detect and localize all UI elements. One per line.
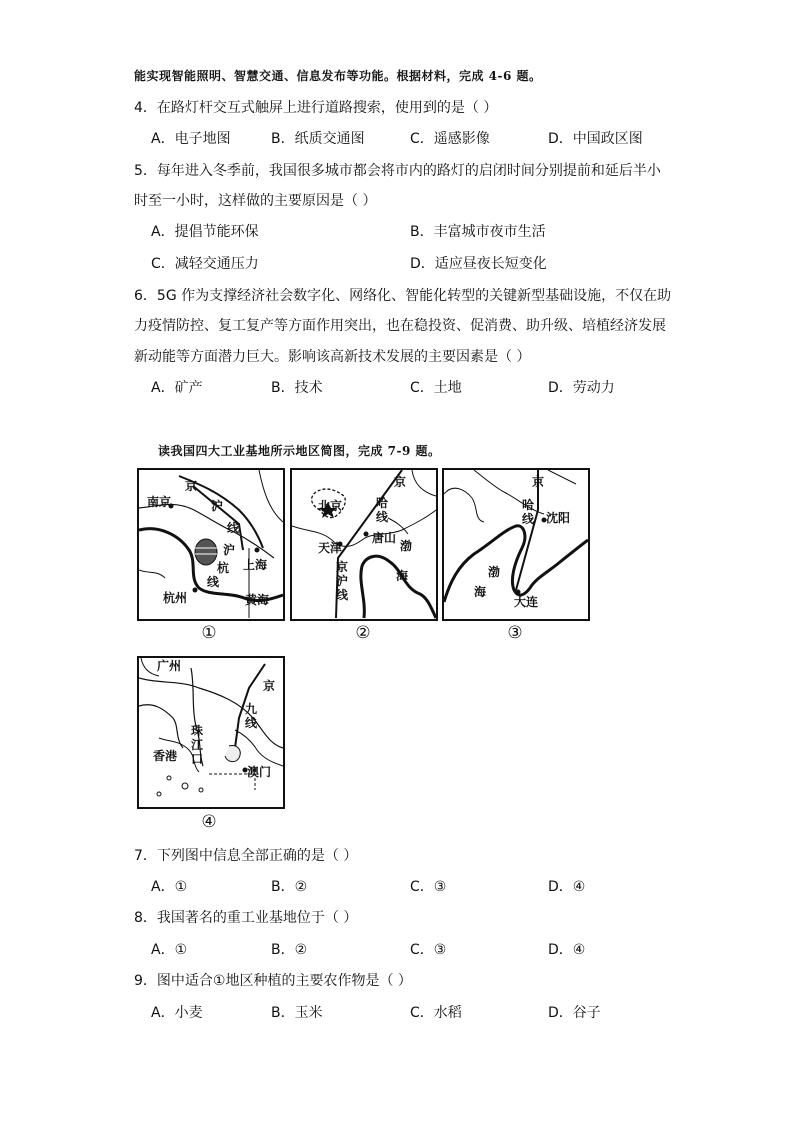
map2-label-jing: 京 xyxy=(394,475,407,489)
q4-option-d[interactable]: D．中国政区图 xyxy=(548,131,643,147)
map4-label-jing: 京 xyxy=(263,679,276,693)
map3-label-xian: 线 xyxy=(522,512,535,526)
map2-label-tianjin: 天津 xyxy=(318,541,343,555)
map2-label-ha: 哈 xyxy=(376,496,389,510)
intro-note: 能实现智能照明、智慧交通、信息发布等功能。根据材料，完成 4-6 题。 xyxy=(134,69,542,83)
map2-label-jinghu: 京沪线 xyxy=(336,560,349,602)
map-1-number: ① xyxy=(201,623,217,643)
map2-label-bo: 渤 xyxy=(400,539,413,553)
q8-option-a[interactable]: A．① xyxy=(151,942,188,958)
q5-option-c[interactable]: C．减轻交通压力 xyxy=(151,256,259,272)
q4-option-b[interactable]: B．纸质交通图 xyxy=(271,131,365,147)
map3-label-dalian: 大连 xyxy=(514,595,539,609)
q4-option-a[interactable]: A．电子地图 xyxy=(151,131,231,147)
q6-option-d[interactable]: D．劳动力 xyxy=(548,380,615,396)
q7-option-d[interactable]: D．④ xyxy=(548,879,586,895)
map-4-drawing xyxy=(139,658,283,807)
q9-option-b[interactable]: B．玉米 xyxy=(271,1005,323,1021)
q9-option-d[interactable]: D．谷子 xyxy=(548,1005,601,1021)
map2-label-hai: 海 xyxy=(396,569,409,583)
map-2-number: ② xyxy=(355,623,371,643)
map4-label-aomen: 澳门 xyxy=(247,765,272,779)
q7-option-b[interactable]: B．② xyxy=(271,879,308,895)
map3-label-bo: 渤 xyxy=(488,565,501,579)
q8-option-c[interactable]: C．③ xyxy=(410,942,447,958)
question-5-stem-line2: 时至一小时，这样做的主要原因是（ ） xyxy=(134,193,377,209)
map3-label-ha: 哈 xyxy=(522,498,535,512)
map-3 xyxy=(442,468,590,621)
map1-label-hang: 杭 xyxy=(217,561,230,575)
map4-label-jiu: 九 xyxy=(245,702,258,716)
q7-option-c[interactable]: C．③ xyxy=(410,879,447,895)
q5-option-d[interactable]: D．适应昼夜长短变化 xyxy=(410,256,547,272)
map1-label-jing: 京 xyxy=(185,479,198,493)
q6-option-c[interactable]: C．土地 xyxy=(410,380,462,396)
question-6-stem-line3: 新动能等方面潜力巨大。影响该高新技术发展的主要因素是（ ） xyxy=(134,349,531,365)
map3-label-hai: 海 xyxy=(474,585,487,599)
q8-option-d[interactable]: D．④ xyxy=(548,942,586,958)
question-6-stem-line2: 力疫情防控、复工复产等方面作用突出，也在稳投资、促消费、助升级、培植经济发展 xyxy=(134,318,666,334)
question-4-stem: 4．在路灯杆交互式触屏上进行道路搜索，使用到的是（ ） xyxy=(134,100,498,116)
map3-label-shenyang: 沈阳 xyxy=(546,511,571,525)
q4-option-c[interactable]: C．遥感影像 xyxy=(410,131,490,147)
q9-option-c[interactable]: C．水稻 xyxy=(410,1005,462,1021)
map1-label-huanghai: 黄海 xyxy=(245,593,270,607)
map1-label-xian: 线 xyxy=(227,521,240,535)
map-1 xyxy=(137,468,285,621)
map1-label-hangzhou: 杭州 xyxy=(163,591,188,605)
q6-option-a[interactable]: A．矿产 xyxy=(151,380,203,396)
map-3-number: ③ xyxy=(507,623,523,643)
map1-label-hu: 沪 xyxy=(211,499,224,513)
map-note: 读我国四大工业基地所示地区简图，完成 7-9 题。 xyxy=(158,444,441,458)
map2-label-xian: 线 xyxy=(376,510,389,524)
q5-option-a[interactable]: A．提倡节能环保 xyxy=(151,224,259,240)
question-7-stem: 7．下列图中信息全部正确的是（ ） xyxy=(134,848,358,864)
map4-label-xian: 线 xyxy=(245,716,258,730)
map3-label-jing: 京 xyxy=(532,475,545,489)
question-9-stem: 9．图中适合①地区种植的主要农作物是（ ） xyxy=(134,973,412,989)
map4-label-jiu-xian xyxy=(245,702,258,730)
map-4-number: ④ xyxy=(201,812,217,832)
map4-label-zhujiangkou: 珠江口 xyxy=(191,724,204,766)
map-2-drawing xyxy=(292,470,436,619)
map1-label-shanghai: 上海 xyxy=(243,558,268,572)
q6-option-b[interactable]: B．技术 xyxy=(271,380,323,396)
q7-option-a[interactable]: A．① xyxy=(151,879,188,895)
map2-label-beijing: 北京 xyxy=(318,499,343,513)
q8-option-b[interactable]: B．② xyxy=(271,942,308,958)
q9-option-a[interactable]: A．小麦 xyxy=(151,1005,203,1021)
map2-label-tangshan: 唐山 xyxy=(372,531,397,545)
map1-label-nanjing: 南京 xyxy=(147,495,172,509)
map-2 xyxy=(290,468,438,621)
map1-label-hu2: 沪 xyxy=(223,543,236,557)
question-8-stem: 8．我国著名的重工业基地位于（ ） xyxy=(134,910,358,926)
question-5-stem-line1: 5．每年进入冬季前，我国很多城市都会将市内的路灯的启闭时间分别提前和延后半小 xyxy=(134,163,661,179)
question-6-stem-line1: 6．5G 作为支撑经济社会数字化、网络化、智能化转型的关键新型基础设施，不仅在助 xyxy=(134,288,672,304)
map3-label-ha-xian xyxy=(522,498,535,526)
map4-label-xianggang: 香港 xyxy=(153,749,178,763)
map1-label-xian2: 线 xyxy=(207,575,220,589)
q5-option-b[interactable]: B．丰富城市夜市生活 xyxy=(410,224,546,240)
map-4 xyxy=(137,656,285,809)
map4-label-guangzhou: 广州 xyxy=(157,659,182,673)
map2-label-ha-xian xyxy=(376,496,389,524)
